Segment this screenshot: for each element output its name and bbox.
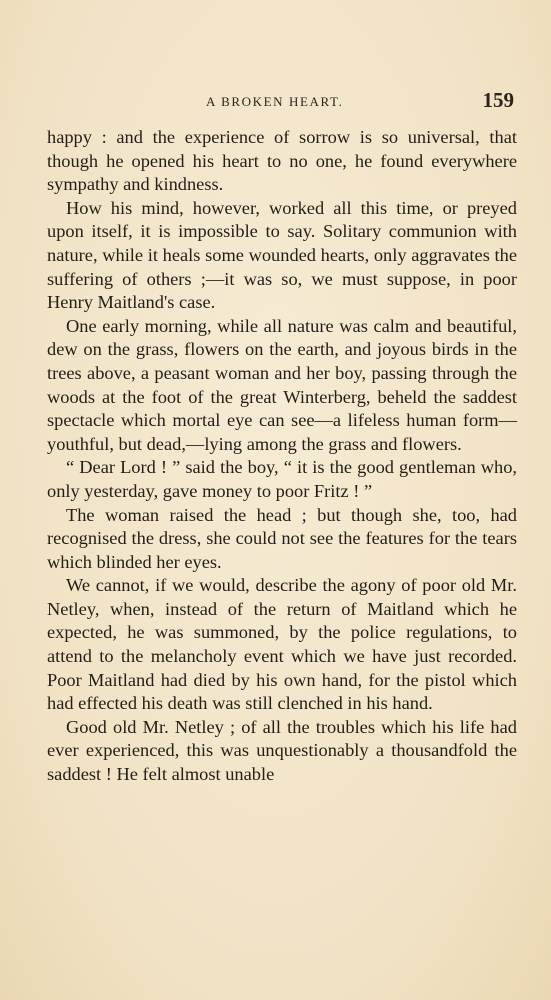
page-number: 159 [482, 88, 514, 112]
paragraph-5: The woman raised the head ; but though she, too, had recognised the dress, she could not see the features for the tears which blinded her eyes. [47, 504, 517, 572]
body-text [47, 126, 517, 787]
paragraph-3: One early morning, while all nature was calm and beautiful, dew on the grass, flowers on the earth, and joyous birds in the trees above, a peasant woman and her boy, passing through the woods at the foot of the great Winterberg, beheld the saddest spectacle which mortal eye can see—a lifeless human form—youthful, but dead,—lying among the grass and flowers. [47, 315, 517, 454]
paragraph-7: Good old Mr. Netley ; of all the troubles which his life had ever experienced, this was unquestionably a thousandfold the saddest ! He felt almost unable [47, 716, 517, 785]
paragraph-1: happy : and the experience of sorrow is so universal, that though he opened his heart to no one, he found everywhere sympathy and kindness. [47, 127, 517, 195]
paragraph-6: We cannot, if we would, describe the agony of poor old Mr. Netley, when, instead of the return of Maitland which he expected, he was summoned, by the police regulations, to attend to the melancholy event which we have just recorded. Poor Maitland had died by his own hand, for the pistol which had effected his death was still clenched in his hand. [47, 575, 517, 714]
running-head: A BROKEN HEART. [206, 94, 344, 109]
page-header [46, 90, 516, 114]
paragraph-2: How his mind, however, worked all this time, or preyed upon itself, it is impossible to say. Solitary communion with nature, while it heals some wounded hearts, only aggravates the suffering of others ;—it was so, we must suppose, in poor Henry Maitland's case. [47, 197, 517, 313]
paragraph-4: “ Dear Lord ! ” said the boy, “ it is the good gentleman who, only yesterday, gave money to poor Fritz ! ” [47, 457, 517, 501]
